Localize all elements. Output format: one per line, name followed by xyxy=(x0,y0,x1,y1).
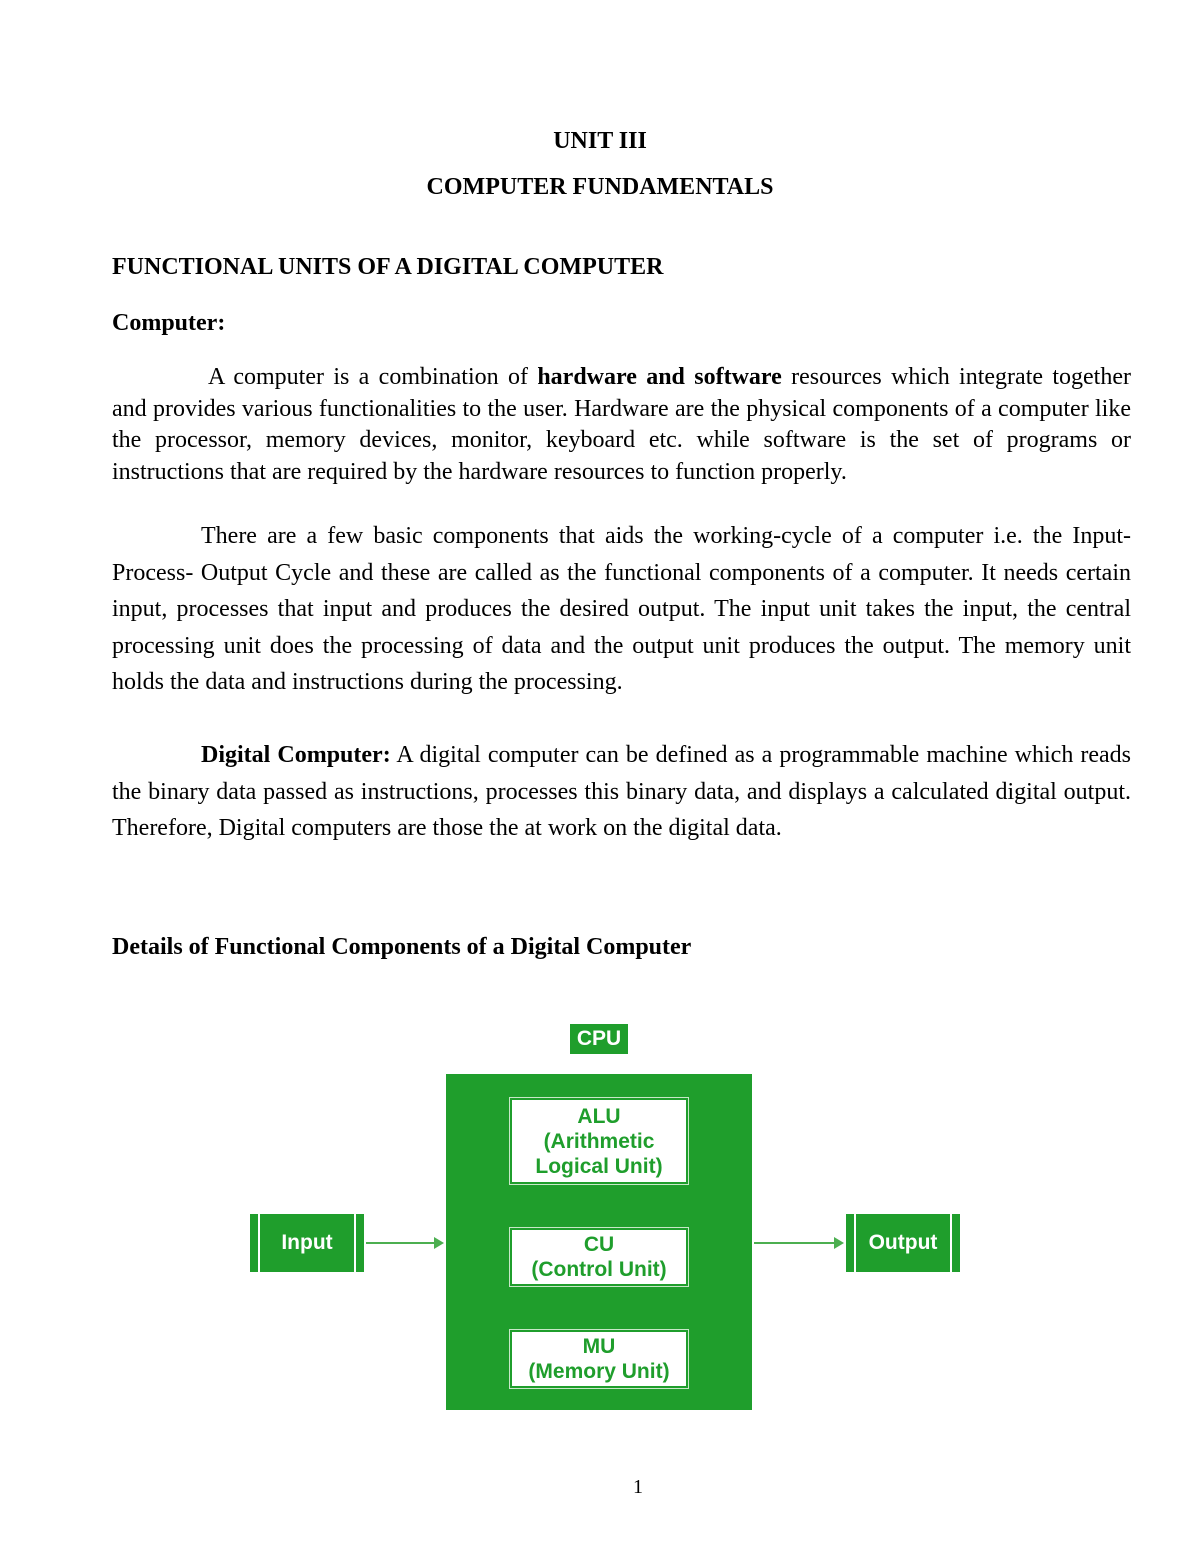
paragraph-functional-components xyxy=(112,518,1131,701)
cu-line1: CU xyxy=(583,1233,615,1256)
alu-box xyxy=(510,1098,688,1184)
cu-box xyxy=(510,1228,688,1286)
mu-line2: (Memory Unit) xyxy=(528,1360,670,1383)
para3-text: A digital computer can be defined as a programmable machine which reads the binary data passed as instructions, processes this binary data, and displays a calculated digital output. Therefore, Digital computers are those the at work on the digital data. xyxy=(112,742,1131,841)
paragraph-computer-definition xyxy=(112,362,1131,488)
unit-title: UNIT III xyxy=(553,128,647,154)
mu-line1: MU xyxy=(582,1335,616,1358)
cpu-box xyxy=(446,1074,752,1410)
cu-line2: (Control Unit) xyxy=(531,1258,667,1281)
output-box: Output xyxy=(846,1214,960,1272)
cpu-label: CPU xyxy=(570,1024,628,1054)
paragraph-digital-computer xyxy=(112,737,1131,847)
input-box: Input xyxy=(250,1214,364,1272)
para3-bold: Digital Computer: xyxy=(201,742,391,768)
section-heading: FUNCTIONAL UNITS OF A DIGITAL COMPUTER xyxy=(112,254,664,280)
para1-bold: hardware and software xyxy=(537,364,782,390)
alu-line3: Logical Unit) xyxy=(535,1154,663,1178)
para1-post: resources which integrate together and provides various functionalities to the user. Hardware are the physical components of a computer like the processor, memory devices, monitor, keyboard etc. while software is the set of programs or instructions that are required by the hardware resources to function properly. xyxy=(112,364,1131,485)
page-number: 1 xyxy=(633,1476,643,1498)
computer-heading: Computer: xyxy=(112,310,226,336)
mu-box xyxy=(510,1330,688,1388)
details-heading: Details of Functional Components of a Digital Computer xyxy=(112,934,692,960)
alu-line1: ALU xyxy=(577,1104,621,1128)
para1-pre: A computer is a combination of xyxy=(208,364,538,390)
input-arrow-icon xyxy=(366,1242,442,1244)
functional-components-diagram xyxy=(246,1020,966,1420)
output-arrow-icon xyxy=(754,1242,842,1244)
subject-title: COMPUTER FUNDAMENTALS xyxy=(426,174,774,200)
alu-line2: (Arithmetic xyxy=(543,1129,655,1153)
para2-text: There are a few basic components that aids the working-cycle of a computer i.e. the Input- Process- Output Cycle and these are called as the functional components of a computer. It needs certain input, processes that input and produces the desired output. The input unit takes the input, the central processing unit does the processing of data and the output unit produces the output. The memory unit holds the data and instructions during the processing. xyxy=(112,523,1131,695)
